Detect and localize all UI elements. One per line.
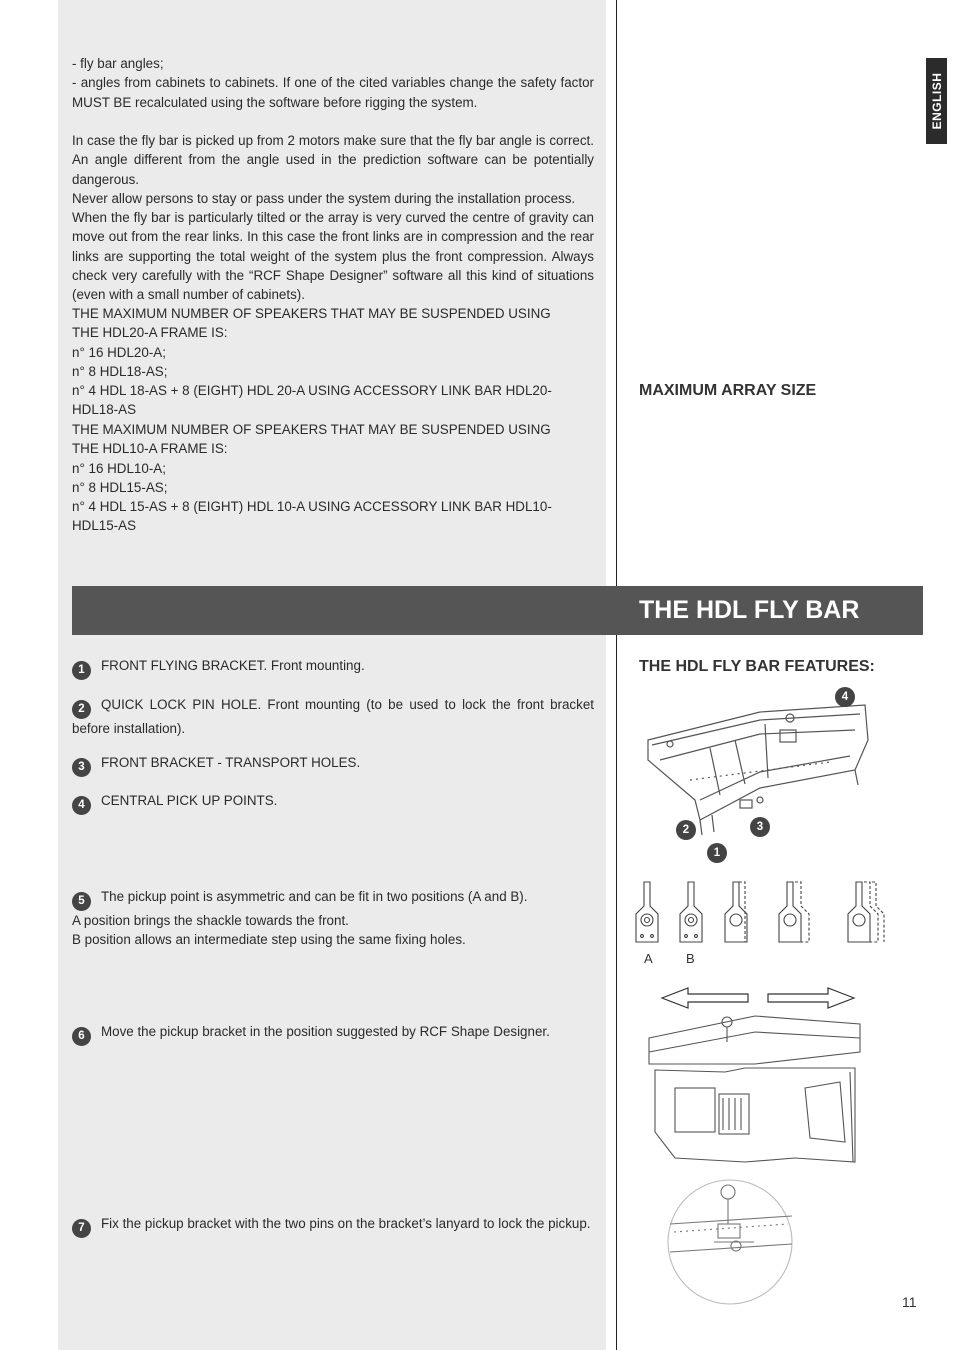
feature-item	[72, 695, 594, 738]
limit-line: n° 8 HDL15-AS;	[72, 479, 168, 495]
right-arrow-icon	[768, 988, 854, 1008]
feature-item	[72, 791, 594, 815]
limit-line: THE HDL20-A FRAME IS:	[72, 325, 228, 341]
limit-line: n° 8 HDL18-AS;	[72, 363, 168, 379]
position-label: B	[686, 951, 695, 966]
pickup-positions-illustration	[632, 878, 896, 948]
language-tab-label: ENGLISH	[929, 72, 944, 130]
warning-paragraph: Never allow persons to stay or pass under the system during the installation process.	[72, 190, 576, 206]
direction-arrows	[660, 986, 856, 1010]
limit-line: THE MAXIMUM NUMBER OF SPEAKERS THAT MAY BE SUSPENDED USING	[72, 306, 551, 321]
item-text: B position allows an intermediate step using the same fixing holes.	[72, 932, 466, 948]
item-text: The pickup point is asymmetric and can be fit in two positions (A and B).	[101, 889, 528, 904]
language-tab	[926, 58, 947, 144]
hdl10-limits	[72, 420, 594, 536]
pickup-description	[72, 887, 594, 950]
item-text: QUICK LOCK PIN HOLE. Front mounting (to be used to lock the front bracket before installation).	[72, 697, 594, 736]
figure-callout: 3	[750, 817, 770, 837]
item-number-badge: 7	[72, 1219, 91, 1238]
item-number-badge: 4	[72, 796, 91, 815]
item-text: Move the pickup bracket in the position suggested by RCF Shape Designer.	[101, 1024, 550, 1039]
intro-line: - angles from cabinets to cabinets. If one of the cited variables change the safety factor MUST BE recalculated using the software before rigging the system.	[72, 75, 594, 110]
left-arrow-icon	[662, 988, 748, 1008]
hdl20-limits	[72, 304, 594, 420]
intro-line: - fly bar angles;	[72, 56, 164, 71]
limit-line: n° 16 HDL20-A;	[72, 344, 166, 360]
limit-line: THE MAXIMUM NUMBER OF SPEAKERS THAT MAY BE SUSPENDED USING	[72, 422, 551, 437]
warning-paragraph: In case the fly bar is picked up from 2 motors make sure that the fly bar angle is correct. An angle different from the angle used in the prediction software can be potentially dangerous.	[72, 133, 594, 187]
intro-text	[72, 54, 594, 112]
item-number-badge: 2	[72, 700, 91, 719]
item-text: Fix the pickup bracket with the two pins on the bracket’s lanyard to lock the pickup.	[101, 1216, 591, 1231]
item-text: FRONT BRACKET - TRANSPORT HOLES.	[101, 755, 361, 770]
item-text: A position brings the shackle towards the front.	[72, 913, 349, 928]
page-number: 11	[902, 1294, 917, 1310]
item-text: CENTRAL PICK UP POINTS.	[101, 793, 278, 808]
item-number-badge: 1	[72, 661, 91, 680]
limit-line: n° 4 HDL 15-AS + 8 (EIGHT) HDL 10-A USING ACCESSORY LINK BAR HDL10-HDL15-AS	[72, 499, 552, 534]
item-text: FRONT FLYING BRACKET. Front mounting.	[101, 658, 365, 673]
figure-callout: 4	[835, 687, 855, 707]
position-label: A	[644, 951, 653, 966]
warning-text	[72, 131, 594, 305]
limit-line: n° 16 HDL10-A;	[72, 460, 166, 476]
feature-item	[72, 656, 594, 680]
item-number-badge: 3	[72, 758, 91, 777]
fix-bracket-step	[72, 1214, 594, 1238]
max-array-heading: MAXIMUM ARRAY SIZE	[639, 382, 817, 399]
column-divider	[616, 0, 617, 1350]
feature-item	[72, 753, 594, 777]
figure-callout: 2	[676, 820, 696, 840]
limit-line: THE HDL10-A FRAME IS:	[72, 441, 228, 457]
move-bracket-step	[72, 1022, 594, 1046]
array-rigging-illustration	[645, 1012, 865, 1172]
features-heading: THE HDL FLY BAR FEATURES:	[639, 658, 875, 675]
item-number-badge: 6	[72, 1027, 91, 1046]
pickup-detail-illustration	[664, 1178, 800, 1310]
section-title: THE HDL FLY BAR	[639, 596, 860, 624]
limit-line: n° 4 HDL 18-AS + 8 (EIGHT) HDL 20-A USING ACCESSORY LINK BAR HDL20-HDL18-AS	[72, 383, 552, 418]
figure-callout: 1	[707, 843, 727, 863]
warning-paragraph: When the fly bar is particularly tilted or the array is very curved the centre of gravity can move out from the rear links. In this case the front links are in compression and the rear links are supporting the total weight of the system plus the front compression. Always check very carefully with the “RCF Shape Designer” software all this kind of situations (even with a small number of cabinets).	[72, 210, 594, 303]
item-number-badge: 5	[72, 892, 91, 911]
